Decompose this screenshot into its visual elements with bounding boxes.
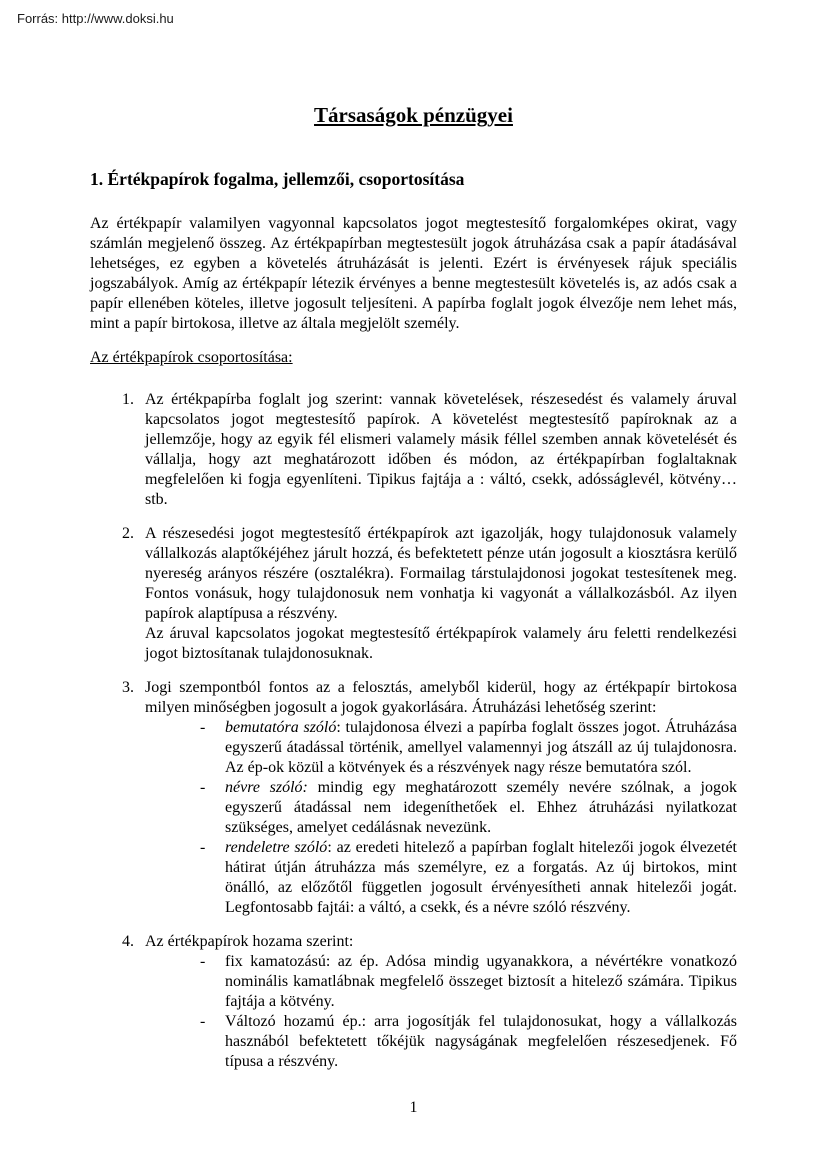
italic-lead: névre szóló: <box>225 779 308 796</box>
sub-item-fix-kamatozasu <box>145 952 737 1012</box>
dash-marker: - <box>200 779 206 796</box>
classification-list <box>90 390 737 1072</box>
sub-item-body: mindig egy meghatározott személy nevére szólnak, a jogok egyszerű átadással nem idegeníthetőek el. Ehhez átruházási nyilatkozat szükséges, amelyet cedálásnak nevezünk. <box>225 779 737 836</box>
list-item-text: Az értékpapírok hozama szerint: <box>145 933 354 950</box>
document-title: Társaságok pénzügyei <box>314 103 513 127</box>
sub-item-text <box>225 778 737 838</box>
extra-paragraph: Az áruval kapcsolatos jogokat megtestesítő értékpapírok valamely áru feletti rendelkezési jogot biztosítanak tulajdonosuknak. <box>145 625 737 662</box>
sub-item-bemutatora <box>145 718 737 778</box>
sub-item-body: Változó hozamú ép.: arra jogosítják fel tulajdonosukat, hogy a vállalkozás hasznából befektetett tőkéjük nagyságának megfelelően részesedjenek. Fő típusa a részvény. <box>225 1013 737 1070</box>
sub-item-text <box>225 718 737 778</box>
sub-item-rendeletre <box>145 838 737 918</box>
list-number: 2. <box>122 525 134 542</box>
dash-marker: - <box>200 839 206 856</box>
list-item-4 <box>90 932 737 1072</box>
sub-item-text <box>225 952 737 1012</box>
dash-marker: - <box>200 719 206 736</box>
sub-item-nevre <box>145 778 737 838</box>
section-heading: 1. Értékpapírok fogalma, jellemzői, csoportosítása <box>90 169 465 189</box>
dash-marker: - <box>200 953 206 970</box>
list-item-3 <box>90 678 737 918</box>
list-item-text: Az értékpapírba foglalt jog szerint: vannak követelések, részesedést és valamely áruval kapcsolatos jogot megtestesítő papírok. A követelést megtestesítő papíroknak az a jellemzője, hogy az egyik fél elismeri valamely másik féllel szemben annak követelését és vállalja, hogy azt meghatározott időben és módon, az értékpapírban foglaltaknak megfelelően ki fogja egyenlíteni. Tipikus fajtája a : váltó, csekk, adósságlevél, kötvény…stb. <box>145 391 737 508</box>
list-item-text: A részesedési jogot megtestesítő értékpapírok azt igazolják, hogy tulajdonosuk valamely vállalkozás alaptőkéjéhez járult hozzá, és befektetett pénze után jogosult a kiosztásra kerülő nyereség arányos részére (osztalékra). Formailag társtulajdonosi jogokat testesítenek meg. Fontos vonásuk, hogy tulajdonosuk nem vonhatja ki vagyonát a vállalkozásból. Az ilyen papírok alaptípusa a részvény. <box>145 525 737 622</box>
list-number: 3. <box>122 679 134 696</box>
list-item-2 <box>90 524 737 664</box>
list-number: 1. <box>122 391 134 408</box>
italic-lead: rendeletre szóló <box>225 839 328 856</box>
sub-item-body: fix kamatozású: az ép. Adósa mindig ugyanakkora, a névértékre vonatkozó nominális kamatlábnak megfelelő összeget biztosít a hitelező számára. Tipikus fajtája a kötvény. <box>225 953 737 1010</box>
source-note: Forrás: http://www.doksi.hu <box>17 11 174 26</box>
list-item-text: Jogi szempontból fontos az a felosztás, amelyből kiderül, hogy az értékpapír birtokosa milyen minőségben jogosult a jogok gyakorlására. Átruházási lehetőség szerint: <box>145 679 737 716</box>
list-item-1 <box>90 390 737 510</box>
sub-item-valtozo-hozamu <box>145 1012 737 1072</box>
sub-item-body: : tulajdonosa élvezi a papírba foglalt összes jogot. Átruházása egyszerű átadással történik, amellyel valamennyi jog átszáll az új tulajdonosra. Az ép-ok közül a kötvények és a részvények nagy része bemutatóra szól. <box>225 719 738 776</box>
page-number: 1 <box>409 1099 418 1116</box>
dash-marker: - <box>200 1013 206 1030</box>
intro-paragraph: Az értékpapír valamilyen vagyonnal kapcsolatos jogot megtestesítő forgalomképes okirat, vagy számlán megjelenő összeg. Az értékpapírban megtestesült jogok átruházása csak a papír átadásával lehetséges, ez egyben a követelés átruházását is jelenti. Ezért is érvényesek rájuk speciális jogszabályok. Amíg az értékpapír létezik érvényes a benne megtestesült követelés is, az adós csak a papír ellenében köteles, illetve jogosult teljesíteni. A papírba foglalt jogok élvezője nem lehet más, mint a papír birtokosa, illetve az általa megjelölt személy. <box>90 215 737 332</box>
subheading-csoportositas: Az értékpapírok csoportosítása: <box>90 349 293 366</box>
sub-item-text <box>225 1012 737 1072</box>
sub-item-text <box>225 838 737 918</box>
italic-lead: bemutatóra szóló <box>225 719 337 736</box>
list-number: 4. <box>122 933 134 950</box>
sub-item-body: : az eredeti hitelező a papírban foglalt hitelezői jogok élvezetét hátirat útján átruházza más személyre, ez a forgatás. Az új birtokos, mint önálló, az előzőtől független jogosult érvényesítheti annak hitelezői jogát. Legfontosabb fajtái: a váltó, a csekk, és a névre szóló részvény. <box>225 839 737 916</box>
